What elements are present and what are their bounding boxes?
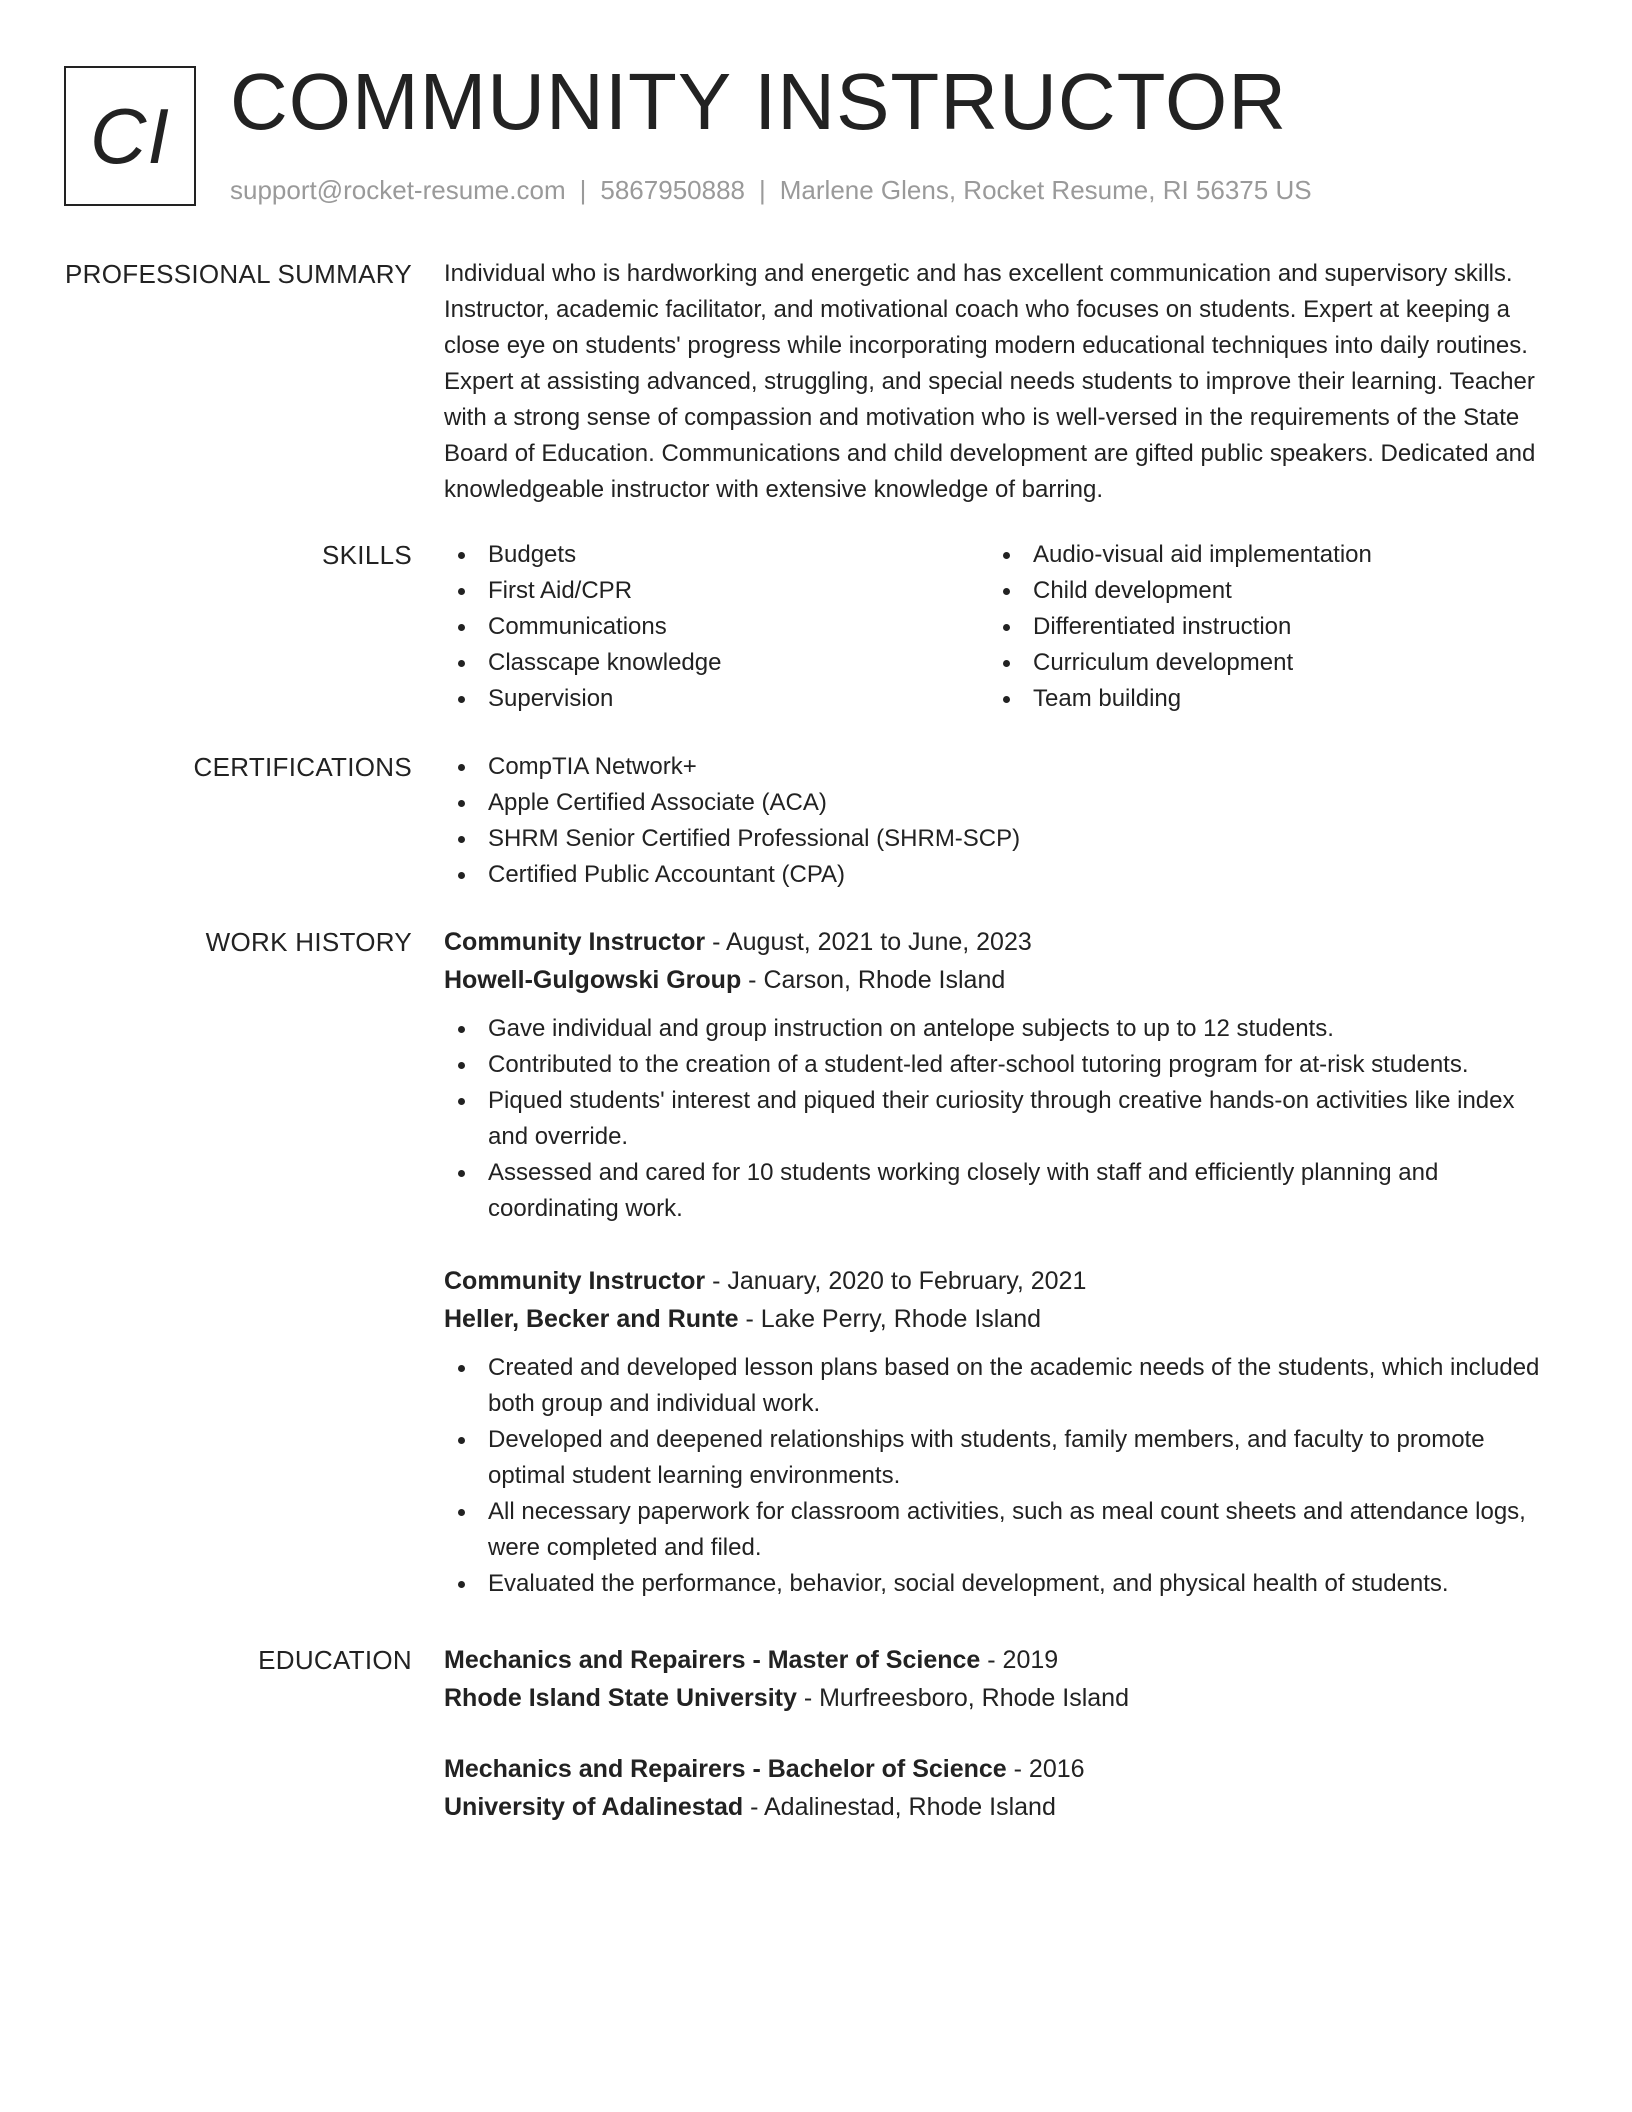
- graduation-year: - 2016: [1006, 1755, 1085, 1783]
- school: University of Adalinestad: [444, 1793, 744, 1821]
- list-item: Developed and deepened relationships with students, family members, and faculty to promote optimal student learning environments.: [444, 1422, 1554, 1494]
- school-location: - Murfreesboro, Rhode Island: [796, 1684, 1129, 1712]
- list-item: Curriculum development: [989, 645, 1534, 681]
- list-item: Apple Certified Associate (ACA): [444, 785, 1554, 821]
- list-item: SHRM Senior Certified Professional (SHRM-SCP): [444, 821, 1554, 857]
- school-location: - Adalinestad, Rhode Island: [743, 1793, 1056, 1821]
- list-item: Communications: [444, 609, 989, 645]
- list-item: Gave individual and group instruction on antelope subjects to up to 12 students.: [444, 1011, 1554, 1047]
- section-heading-work: WORK HISTORY: [205, 927, 412, 957]
- list-item: Supervision: [444, 681, 989, 717]
- job-company-line: [444, 1300, 1554, 1338]
- degree-line: [444, 1641, 1554, 1679]
- job-company-line: [444, 961, 1554, 999]
- list-item: Created and developed lesson plans based on the academic needs of the students, which included both group and individual work.: [444, 1350, 1554, 1422]
- summary-text: Individual who is hardworking and energetic and has excellent communication and supervisory skills. Instructor, academic facilitator, and motivational coach who focuses on students. Expert at keeping a close eye on students' progress while incorporating modern educational techniques into daily routines. Expert at assisting advanced, struggling, and special needs students to improve their learning. Teacher with a strong sense of compassion and motivation who is well-versed in the requirements of the State Board of Education. Communications and child development are gifted public speakers. Dedicated and knowledgeable instructor with extensive knowledge of barring.: [444, 260, 1536, 503]
- school: Rhode Island State University: [444, 1684, 797, 1712]
- list-item: Classcape knowledge: [444, 645, 989, 681]
- list-item: Budgets: [444, 537, 989, 573]
- job-bullets: [444, 1011, 1554, 1227]
- list-item: Audio-visual aid implementation: [989, 537, 1534, 573]
- school-line: [444, 1679, 1554, 1717]
- list-item: CompTIA Network+: [444, 749, 1554, 785]
- summary-body: [444, 256, 1554, 508]
- job-dates: - January, 2020 to February, 2021: [705, 1267, 1087, 1295]
- job-location: - Lake Perry, Rhode Island: [738, 1305, 1042, 1333]
- contact-separator: |: [579, 175, 587, 205]
- contact-separator: |: [759, 175, 766, 205]
- job-title-line: [444, 923, 1554, 961]
- degree: Mechanics and Repairers - Master of Science: [444, 1646, 981, 1674]
- graduation-year: - 2019: [980, 1646, 1059, 1674]
- job-company: Howell-Gulgowski Group: [444, 966, 742, 994]
- list-item: Team building: [989, 681, 1534, 717]
- job-title: Community Instructor: [444, 1267, 706, 1295]
- list-item: Certified Public Accountant (CPA): [444, 857, 1554, 893]
- job-title-line: [444, 1262, 1554, 1300]
- section-heading-certifications: CERTIFICATIONS: [193, 752, 412, 782]
- monogram-logo: CI: [64, 66, 196, 206]
- skills-body: [444, 537, 1554, 717]
- job-dates: - August, 2021 to June, 2023: [705, 928, 1032, 956]
- list-item: Piqued students' interest and piqued their curiosity through creative hands-on activities like index and override.: [444, 1083, 1554, 1155]
- job-entry: [444, 923, 1554, 1227]
- phone-number: 5867950888: [600, 175, 745, 205]
- degree: Mechanics and Repairers - Bachelor of Science: [444, 1755, 1007, 1783]
- school-line: [444, 1788, 1554, 1826]
- job-company: Heller, Becker and Runte: [444, 1305, 739, 1333]
- job-location: - Carson, Rhode Island: [741, 966, 1006, 994]
- skills-list-right: [989, 537, 1534, 717]
- contact-line: [230, 174, 1312, 208]
- section-heading-skills: SKILLS: [322, 540, 412, 570]
- list-item: Evaluated the performance, behavior, social development, and physical health of students.: [444, 1566, 1554, 1602]
- job-title: Community Instructor: [444, 928, 706, 956]
- address: Marlene Glens, Rocket Resume, RI 56375 US: [779, 175, 1312, 205]
- education-entry: [444, 1750, 1554, 1826]
- list-item: Differentiated instruction: [989, 609, 1534, 645]
- list-item: Contributed to the creation of a student-led after-school tutoring program for at-risk students.: [444, 1047, 1554, 1083]
- list-item: Assessed and cared for 10 students working closely with staff and efficiently planning and coordinating work.: [444, 1155, 1554, 1227]
- list-item: Child development: [989, 573, 1534, 609]
- education-entry: [444, 1641, 1554, 1717]
- section-heading-education: EDUCATION: [258, 1645, 412, 1675]
- list-item: All necessary paperwork for classroom activities, such as meal count sheets and attendance logs, were completed and filed.: [444, 1494, 1554, 1566]
- certifications-list: [444, 749, 1554, 893]
- certifications-body: [444, 749, 1554, 893]
- list-item: First Aid/CPR: [444, 573, 989, 609]
- skills-list-left: [444, 537, 989, 717]
- degree-line: [444, 1750, 1554, 1788]
- email-link[interactable]: support@rocket-resume.com: [230, 175, 566, 205]
- section-heading-summary: PROFESSIONAL SUMMARY: [65, 259, 412, 289]
- page-title: COMMUNITY INSTRUCTOR: [230, 57, 1288, 146]
- job-bullets: [444, 1350, 1554, 1602]
- job-entry: [444, 1262, 1554, 1602]
